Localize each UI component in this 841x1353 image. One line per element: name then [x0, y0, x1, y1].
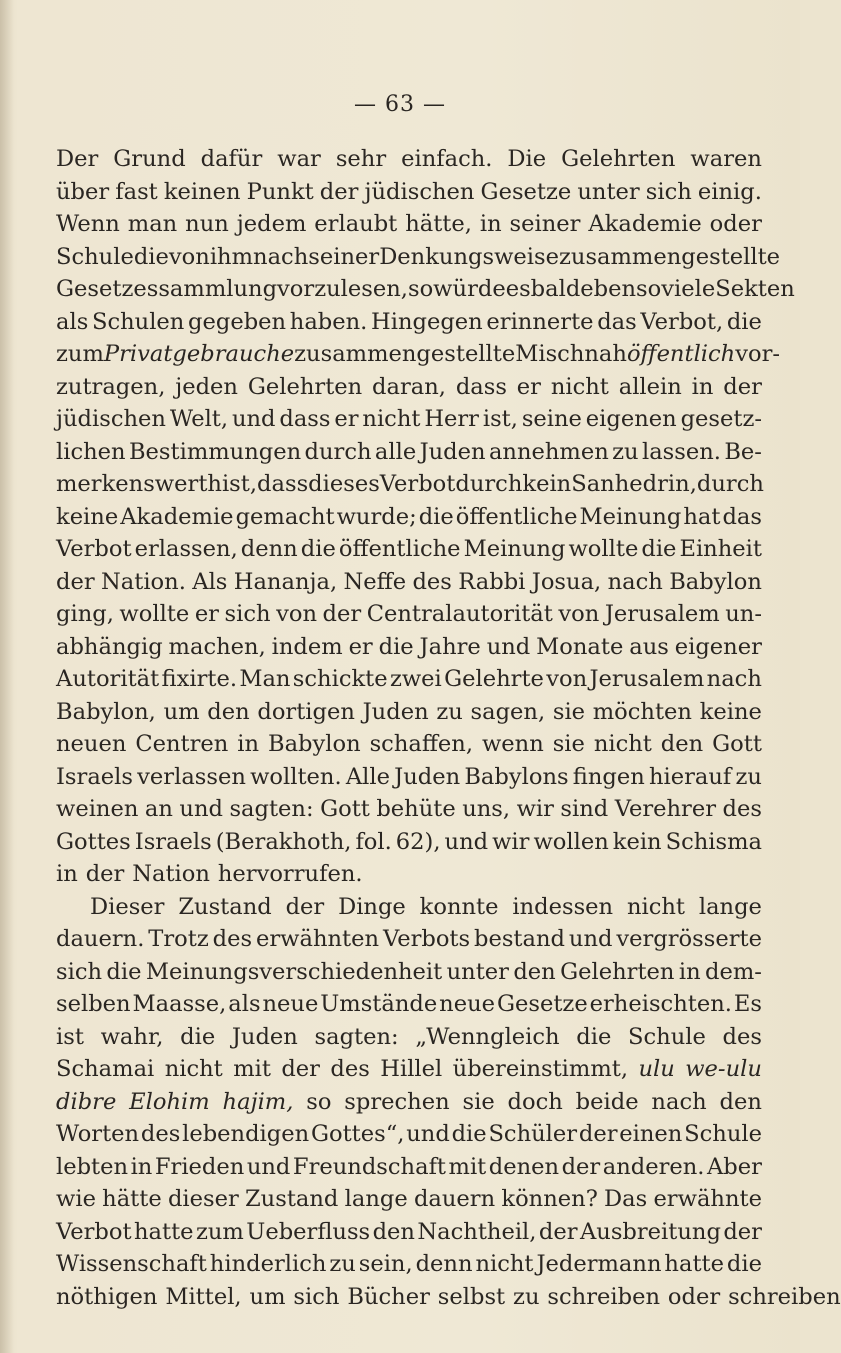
text-line: Wenn man nun jedem erlaubt hätte, in seiner Akademie oder [56, 211, 762, 237]
text-line: Worten des lebendigen Gottes“, und die Schüler der einen Schule [56, 1121, 762, 1147]
paragraph-2 [56, 891, 841, 1314]
text-line: über fast keinen Punkt der jüdischen Gesetze unter sich einig. [56, 178, 762, 205]
text-line: Wissenschaft hinderlich zu sein, denn nicht Jedermann hatte die [56, 1251, 762, 1277]
text-line: weinen an und sagten: Gott behüte uns, wir sind Verehrer des [56, 796, 762, 822]
text-line: in der Nation hervorrufen. [56, 861, 363, 887]
text-line: nöthigen Mittel, um sich Bücher selbst zu schreiben oder schreiben [56, 1283, 841, 1310]
text-line: als Schulen gegeben haben. Hingegen erinnerte das Verbot, die [56, 308, 762, 335]
text-line: wie hätte dieser Zustand lange dauern können? Das erwähnte [56, 1186, 762, 1212]
text-line: Babylon, um den dortigen Juden zu sagen, sie möchten keine [56, 698, 762, 725]
text-line: lebten in Frieden und Freundschaft mit denen der anderen. Aber [56, 1153, 762, 1180]
text-line: Verbot erlassen, denn die öffentliche Meinung wollte die Einheit [56, 536, 762, 562]
body-text [56, 143, 841, 1313]
text-line: Schamai nicht mit der des Hillel übereinstimmt, ulu we-ulu [56, 1056, 762, 1082]
text-line: Gesetzessammlung vorzulesen, so würde es bald ebenso viele Sekten [56, 276, 795, 302]
text-line: ging, wollte er sich von der Centralautorität von Jerusalem un- [56, 601, 762, 627]
text-line: sich die Meinungsverschiedenheit unter den Gelehrten in dem- [56, 958, 762, 985]
text-line: Dieser Zustand der Dinge konnte indessen nicht lange [90, 893, 762, 920]
text-line: Der Grund dafür war sehr einfach. Die Gelehrten waren [56, 146, 762, 172]
text-line: Schule die von ihm nach seiner Denkungsweise zusammengestellte [56, 243, 781, 270]
text-line: merkenswerth ist, dass dieses Verbot durch kein Sanhedrin, durch [56, 471, 764, 497]
page-number: — 63 — [354, 92, 446, 117]
text-line: ist wahr, die Juden sagten: „Wenngleich die Schule des [56, 1023, 762, 1050]
paragraph-1 [56, 143, 795, 891]
text-line: lichen Bestimmungen durch alle Juden annehmen zu lassen. Be- [56, 438, 762, 465]
text-line: zum Privatgebrauche zusammengestellte Mischnah öffentlich vor- [56, 341, 781, 367]
text-line: selben Maasse, als neue Umstände neue Gesetze erheischten. Es [56, 991, 762, 1017]
text-line: neuen Centren in Babylon schaffen, wenn sie nicht den Gott [56, 731, 762, 757]
text-line: keine Akademie gemacht wurde; die öffentliche Meinung hat das [56, 503, 762, 530]
text-line: Verbot hatte zum Ueberfluss den Nachtheil, der Ausbreitung der [56, 1218, 762, 1245]
text-line: dibre Elohim hajim, so sprechen sie doch beide nach den [56, 1088, 762, 1115]
text-line: abhängig machen, indem er die Jahre und Monate aus eigener [56, 633, 762, 660]
text-line: Israels verlassen wollten. Alle Juden Babylons fingen hierauf zu [56, 763, 762, 790]
text-line: jüdischen Welt, und dass er nicht Herr ist, seine eigenen gesetz- [56, 406, 762, 432]
text-line: Autorität fixirte. Man schickte zwei Gelehrte von Jerusalem nach [56, 666, 762, 692]
text-line: Gottes Israels (Berakhoth, fol. 62), und wir wollen kein Schisma [56, 828, 762, 855]
text-line: dauern. Trotz des erwähnten Verbots bestand und vergrösserte [56, 926, 762, 952]
spine-shadow [0, 0, 14, 1353]
text-line: der Nation. Als Hananja, Neffe des Rabbi Josua, nach Babylon [56, 568, 762, 595]
text-line: zutragen, jeden Gelehrten daran, dass er nicht allein in der [56, 373, 762, 400]
